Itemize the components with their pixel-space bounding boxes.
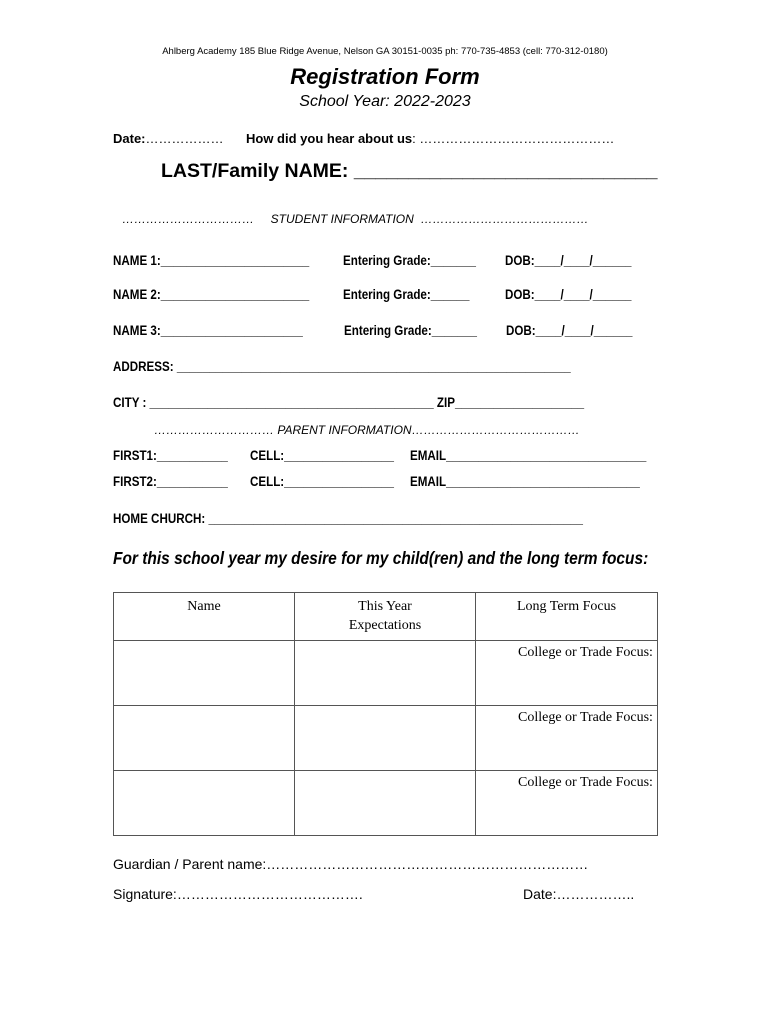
signature-field[interactable]: Signature:…………………………………. bbox=[113, 886, 363, 902]
guardian-name-field[interactable]: Guardian / Parent name:…………………………………………………………… bbox=[113, 856, 589, 872]
cell-name[interactable] bbox=[114, 706, 295, 771]
parent-email-2[interactable]: EMAIL______________________________ bbox=[410, 474, 640, 489]
parent-first-2[interactable]: FIRST2:___________ bbox=[113, 474, 228, 489]
parent-info-heading bbox=[154, 423, 580, 437]
last-name-field[interactable]: LAST/Family NAME: ____________________________ bbox=[161, 160, 658, 182]
cell-expect[interactable] bbox=[295, 641, 476, 706]
form-title: Registration Form bbox=[290, 64, 480, 89]
parent-email-1[interactable]: EMAIL_______________________________ bbox=[410, 448, 647, 463]
student-name-1[interactable]: NAME 1:_______________________ bbox=[113, 253, 310, 268]
cell-expect[interactable] bbox=[295, 771, 476, 836]
table-header-row bbox=[114, 593, 658, 641]
cell-focus[interactable] bbox=[476, 706, 658, 771]
parent-cell-2[interactable]: CELL:_________________ bbox=[250, 474, 394, 489]
school-year: School Year: 2022-2023 bbox=[299, 93, 471, 110]
focus-table bbox=[113, 592, 658, 836]
focus-text: College or Trade Focus: bbox=[518, 775, 653, 790]
heard-row bbox=[246, 131, 614, 146]
school-address: Ahlberg Academy 185 Blue Ridge Avenue, Nelson GA 30151-0035 ph: 770-735-4853 (cell: 770-312-0180) bbox=[162, 46, 608, 57]
focus-statement: For this school year my desire for my child(ren) and the long term focus: bbox=[113, 548, 649, 568]
student-dob-2[interactable]: DOB:____/____/______ bbox=[505, 287, 632, 302]
student-info-title: STUDENT INFORMATION bbox=[270, 212, 414, 226]
student-grade-2[interactable]: Entering Grade:______ bbox=[343, 287, 470, 302]
dots-right: …………………………………… bbox=[411, 423, 580, 437]
parent-first-1[interactable]: FIRST1:___________ bbox=[113, 448, 228, 463]
student-grade-3[interactable]: Entering Grade:_______ bbox=[344, 323, 477, 338]
table-row bbox=[114, 641, 658, 706]
student-dob-1[interactable]: DOB:____/____/______ bbox=[505, 253, 632, 268]
cell-focus[interactable] bbox=[476, 771, 658, 836]
focus-text: College or Trade Focus: bbox=[518, 645, 653, 660]
col-expect-label: This Year Expectations bbox=[348, 599, 422, 633]
city-zip-field[interactable]: CITY : ____________________________________________ ZIP____________________ bbox=[113, 395, 585, 410]
dots-left: …………………………… bbox=[122, 212, 254, 226]
focus-text: College or Trade Focus: bbox=[518, 710, 653, 725]
address-field[interactable]: ADDRESS: _____________________________________________________________ bbox=[113, 359, 571, 374]
table-row bbox=[114, 771, 658, 836]
cell-name[interactable] bbox=[114, 771, 295, 836]
dots-left: ………………………… bbox=[154, 423, 274, 437]
cell-name[interactable] bbox=[114, 641, 295, 706]
heard-field[interactable]: : ……………………………………… bbox=[412, 131, 615, 146]
student-name-3[interactable]: NAME 3:______________________ bbox=[113, 323, 303, 338]
cell-expect[interactable] bbox=[295, 706, 476, 771]
col-name-header: Name bbox=[114, 593, 295, 641]
date-row bbox=[113, 131, 224, 146]
date-label: Date: bbox=[113, 131, 146, 146]
heard-label: How did you hear about us bbox=[246, 131, 413, 146]
col-focus-header: Long Term Focus bbox=[476, 593, 658, 641]
parent-info-title: PARENT INFORMATION bbox=[277, 423, 412, 437]
cell-focus[interactable] bbox=[476, 641, 658, 706]
student-dob-3[interactable]: DOB:____/____/______ bbox=[506, 323, 633, 338]
home-church-field[interactable]: HOME CHURCH: __________________________________________________________ bbox=[113, 511, 583, 526]
student-grade-1[interactable]: Entering Grade:_______ bbox=[343, 253, 476, 268]
dots-right: …………………………………… bbox=[420, 212, 589, 226]
student-info-heading bbox=[122, 212, 588, 226]
parent-cell-1[interactable]: CELL:_________________ bbox=[250, 448, 394, 463]
table-row bbox=[114, 706, 658, 771]
signature-date-field[interactable]: Date:…………….. bbox=[523, 886, 635, 902]
col-expect-header bbox=[295, 593, 476, 641]
student-name-2[interactable]: NAME 2:_______________________ bbox=[113, 287, 310, 302]
date-field[interactable]: ……………… bbox=[145, 131, 224, 146]
